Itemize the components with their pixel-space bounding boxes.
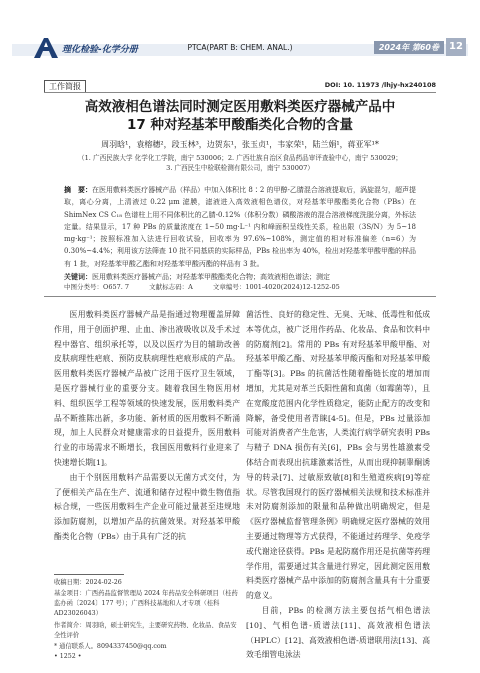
abstract-label: 摘 要： — [64, 185, 93, 194]
document-code: 文献标志码：A — [149, 283, 193, 291]
footnote-divider — [54, 574, 124, 575]
keywords-label: 关键词： — [64, 272, 92, 281]
page-number: • 1252 • — [54, 653, 82, 660]
paragraph: 目前，PBs 的检测方法主要包括气相色谱法[10]、气相色谱-质谱法[11]、高效液相色谱法（HPLC）[12]、高效液相色谱-质谱联用法[13]、高效毛细管电泳法 — [246, 605, 430, 660]
affiliation-line1: （1. 广西民族大学 化学化工学院，南宁 530006；2. 广西壮族自治区食品药品审评查验中心，南宁 530029； — [78, 154, 402, 162]
paragraph: 菌活性、良好的稳定性、无臭、无味、低毒性和低成本等优点，被广泛用作药品、化妆品、食品和饮料中的防腐剂[2]。常用的 PBs 有对羟基苯甲酸甲酯、对羟基苯甲酸乙酯、对羟基苯甲酸丙酯和对羟基苯甲酸丁酯等[3]。PBs 的抗菌活性随着酯链长度的增加而增加，尤其是对革兰氏阳性菌和真菌（如霉菌等），且在宽酸度范围内化学性质稳定，能防止配方的改变和降解，备受使用者青睐[4-5]。但是，PBs 过量添加可能对消费者产生危害，人类流行病学研究表明 PBs 与精子 DNA 损伤有关[6]，PBs 会与男性雄激素受体结合而表现出抗雄激素活性，从而出现抑制睾酮诱导的转录[7]、过敏原致敏[8]和生殖道疾病[9]等症状。尽管我国现行的医疗器械相关法规和技术标准并未对防腐剂添加的限量和品种做出明确规定，但是《医疗器械监督管理条例》明确规定医疗器械的效用主要通过物理等方式获得，不能通过药理学、免疫学或代谢途径获得。PBs 是起防腐作用还是抗菌等药理学作用，需要通过其含量进行界定，因此测定医用敷料类医疗器械产品中添加的防腐剂含量具有十分重要的意义。 — [246, 310, 430, 601]
classification-row — [64, 282, 416, 291]
issue-badge: 2024年 第60卷 — [374, 41, 444, 54]
keywords-text: 医用敷料类医疗器械产品；对羟基苯甲酸酯类化合物；高效液相色谱法；测定 — [92, 273, 330, 281]
clc-number: 中图分类号：O657. 7 — [64, 283, 130, 291]
section-tag: 工作简报 — [44, 80, 86, 93]
author-list: 周羽晗¹，袁榕穗²，段玉林³，边贺东¹，张玉贞¹，韦家荣¹，陆兰娟¹，蒋亚军¹* — [101, 140, 379, 149]
running-header — [0, 36, 480, 58]
article-title-line2: 17 种对羟基苯甲酸酯类化合物的含量 — [127, 117, 353, 133]
journal-name: 理化检验-化学分册 — [62, 45, 138, 55]
issue-number-tab: 12 — [446, 38, 466, 56]
abstract-text: 在医用敷料类医疗器械产品（样品）中加入体积比 8∶2 的甲醇-乙腈混合溶液提取后，涡旋混匀，超声提取，离心分离，上清液过 0.22 μm 滤膜，滤液进入高效液相色谱仪，对羟基苯甲酸酯类化合物（PBs）在 ShimNex CS C₁₈ 色谱柱上用不同体积比的乙腈-0.12%（体积分数）磷酸溶液的混合溶液梯度洗脱分离，外标法定量。结果显示，17 种 PBs 的质量浓度在 1~50 mg·L⁻¹ 内和峰面积呈线性关系，检出限（3S/N）为 5~18 mg·kg⁻¹；按照标准加入法进行回收试验，回收率为 97.6%~108%，测定值的相对标准偏差（n=6）为 0.30%~4.4%；利用该方法筛查 10 批不同基质的实际样品，PBs 检出率为 40%，检出对羟基苯甲酸甲酯的样品有 1 批，对羟基苯甲酸乙酯和对羟基苯甲酸丙酯的样品有 3 批。 — [64, 186, 416, 268]
paragraph: 由于个别医用敷料产品需要以无菌方式交付，为了便相关产品在生产、流通和储存过程中微生物值指标合规，一些医用敷料生产企业可能过量甚至违规地添加防腐剂，以增加产品的抗菌效果。对羟基苯甲酸酯类化合物（PBs）由于具有广泛的抗 — [54, 472, 240, 541]
received-date: 收稿日期：2024-02-26 — [54, 579, 122, 586]
doi[interactable]: DOI: 10. 11973 /lhjy-hx240108 — [324, 81, 436, 89]
article-number: 文章编号：1001-4020(2024)12-1252-05 — [212, 283, 340, 291]
author-note: 作者简介：周羽晗，硕士研究生，主要研究药物、化妆品、食品安全性评价 — [54, 622, 237, 639]
body-column-left — [54, 308, 240, 545]
abstract-divider — [44, 296, 436, 297]
corresponding-note: * 通信联系人。8094337450@qq.com — [54, 643, 167, 650]
article-title-line1: 高效液相色谱法同时测定医用敷料类医疗器械产品中 — [84, 99, 396, 115]
journal-abbrev: PTCA(PART B: CHEM. ANAL.) — [187, 43, 293, 52]
fund-note: 基金项目：广西药品监督管理局 2024 年药品安全科研项目（桂药监办函〔2024〕177 号）；广西科技基地和人才专项（桂科 AD23026043） — [54, 590, 238, 617]
abstract — [64, 184, 416, 270]
paragraph: 医用敷料类医疗器械产品是指通过物理覆盖屏障作用，用于创面护理、止血、渗出液吸收以及手术过程中器官、组织承托等，以及以医疗为目的辅助改善皮肤病理性疤痕、预防皮肤病理性疤痕形成的产品。医用敷料类医疗器械产品被广泛用于医疗卫生领域，是医疗器械行业的重要分支。随着我国生物医用材料、组织医学工程等领域的快速发展，医用敷料类产品不断推陈出新，多功能、新材质的医用敷料不断涌现，加上人民群众对健康需求的日益提升，医用敷料行业的市场需求不断增长，我国医用敷料行业迎来了快速增长期[1]。 — [54, 310, 240, 467]
affiliation-line2: 3. 广西民生中检联检测有限公司，南宁 530007） — [166, 164, 314, 172]
top-divider — [44, 92, 436, 93]
body-column-right — [246, 308, 430, 663]
